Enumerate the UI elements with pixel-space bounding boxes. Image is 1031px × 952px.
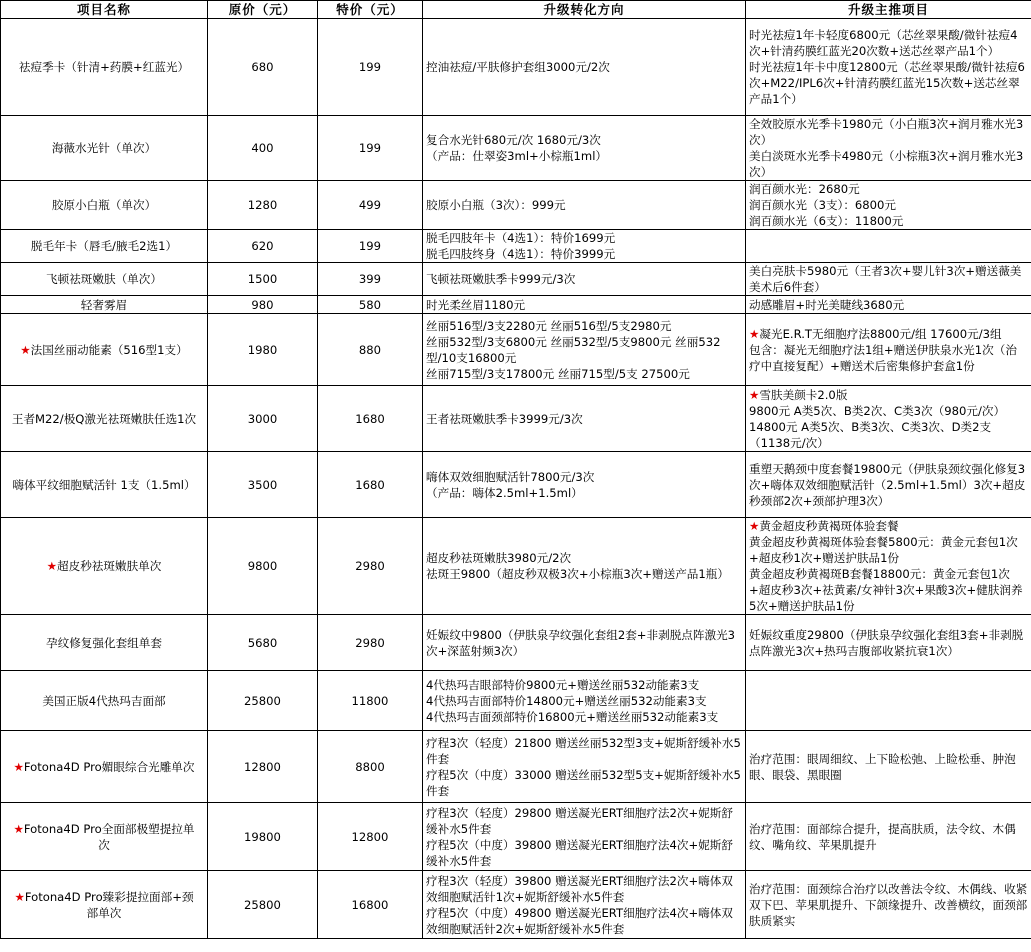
- cell-line: 疗程3次（轻度）39800 赠送凝光ERT细胞疗法2次+嗨体双效细胞赋活针1次+妮斯舒缓补水5件套: [426, 873, 733, 904]
- original-price-cell: 25800: [208, 871, 318, 939]
- cell-line: 4代热玛吉面颈部特价16800元+赠送丝丽532动能素3支: [426, 709, 719, 724]
- special-price-cell: 2980: [318, 615, 423, 671]
- original-price-cell: 9800: [208, 518, 318, 615]
- cell-line: 4代热玛吉眼部特价9800元+赠送丝丽532动能素3支: [426, 677, 700, 692]
- cell-line: 脱毛四肢终身（4选1）：特价3999元: [426, 247, 616, 261]
- project-name: Fotona4D Pro全面部极塑提拉单次: [23, 821, 195, 852]
- original-price-cell: 1280: [208, 181, 318, 230]
- table-row: [1, 871, 1031, 939]
- main-project-cell: [746, 263, 1031, 296]
- project-name-cell: [1, 19, 208, 116]
- original-price-cell: 19800: [208, 803, 318, 871]
- cell-line: 疗程5次（中度）49800 赠送凝光ERT细胞疗法4次+嗨体双效细胞赋活针2次+妮斯舒缓补水5件套: [426, 905, 733, 936]
- special-price-cell: 2980: [318, 518, 423, 615]
- cell-line: 重塑天鹅颈中度套餐19800元（伊肤泉颈纹强化修复3次+嗨体双效细胞赋活针（2.5ml+1.5ml）3次+超皮秒颈部2次+颈部护理3次）: [749, 461, 1026, 508]
- cell-line: 丝丽516型/3支2280元 丝丽516型/5支2980元: [426, 318, 672, 333]
- main-project-cell: [746, 230, 1031, 263]
- project-name-cell: [1, 731, 208, 803]
- table-row: [1, 314, 1031, 386]
- header-row: [1, 1, 1031, 19]
- original-price-cell: 620: [208, 230, 318, 263]
- original-price-cell: 1500: [208, 263, 318, 296]
- header-upgrade-direction: 升级转化方向: [423, 1, 746, 19]
- original-price-cell: 3500: [208, 452, 318, 518]
- cell-line: 时光柔丝眉1180元: [426, 297, 526, 312]
- cell-line: 妊娠纹中9800（伊肤泉孕纹强化套组2套+非剥脱点阵激光3次+深蓝射频3次）: [426, 627, 736, 658]
- upgrade-direction-cell: [423, 263, 746, 296]
- upgrade-direction-cell: [423, 314, 746, 386]
- cell-line: 嗨体双效细胞赋活针7800元/3次: [426, 469, 595, 484]
- project-name: 胶原小白瓶（单次）: [51, 198, 157, 212]
- cell-line: 时光祛痘1年卡中度12800元（芯丝翠果酸/微针祛痘6次+M22/IPL6次+针清药膜红蓝光15次数+送芯丝翠产品1个）: [749, 60, 1025, 106]
- main-project-cell: [746, 452, 1031, 518]
- original-price-cell: 3000: [208, 386, 318, 452]
- cell-line: 治疗范围：面颈综合治疗以改善法令纹、木偶线、收紧双下巴、苹果肌提升、下颌缘提升、改善横纹，面颈部肤质紧实: [749, 881, 1028, 928]
- original-price-cell: 5680: [208, 615, 318, 671]
- cell-line: 14800元 A类5次、B类3次、C类3次、D类2支（1138元/次）: [749, 419, 992, 450]
- upgrade-direction-cell: [423, 230, 746, 263]
- special-price-cell: 11800: [318, 671, 423, 731]
- special-price-cell: 580: [318, 296, 423, 314]
- upgrade-direction-cell: [423, 803, 746, 871]
- project-name-cell: [1, 230, 208, 263]
- upgrade-direction-cell: [423, 296, 746, 314]
- table-row: [1, 296, 1031, 314]
- project-name-cell: [1, 314, 208, 386]
- special-price-cell: 399: [318, 263, 423, 296]
- cell-line: 胶原小白瓶（3次）：999元: [426, 198, 566, 212]
- table-row: [1, 181, 1031, 230]
- star-icon: ★: [14, 889, 25, 904]
- table-row: [1, 230, 1031, 263]
- table-row: [1, 615, 1031, 671]
- project-name-cell: [1, 615, 208, 671]
- cell-line: 动感雕眉+时光美睫线3680元: [749, 297, 905, 312]
- cell-line: 润百颜水光（6支）：11800元: [749, 214, 904, 228]
- upgrade-direction-cell: [423, 871, 746, 939]
- upgrade-direction-cell: [423, 116, 746, 181]
- main-project-cell: [746, 386, 1031, 452]
- cell-line: ★黄金超皮秒黄褐斑体验套餐: [749, 519, 899, 533]
- cell-line: （产品：仕翠姿3ml+小棕瓶1ml）: [426, 149, 608, 163]
- original-price-cell: 400: [208, 116, 318, 181]
- upgrade-direction-cell: [423, 518, 746, 615]
- special-price-cell: 499: [318, 181, 423, 230]
- star-icon: ★: [46, 559, 58, 573]
- cell-line: 疗程5次（中度）39800 赠送凝光ERT细胞疗法4次+妮斯舒缓补水5件套: [426, 837, 733, 868]
- special-price-cell: 8800: [318, 731, 423, 803]
- star-icon: ★: [749, 519, 760, 533]
- table-row: [1, 671, 1031, 731]
- cell-line: 时光祛痘1年卡轻度6800元（芯丝翠果酸/微针祛痘4次+针清药膜红蓝光20次数+送芯丝翠产品1个）: [749, 28, 1018, 58]
- cell-line: 治疗范围：面部综合提升，提高肤质，法令纹、木偶纹、嘴角纹、苹果肌提升: [749, 821, 1016, 852]
- project-name: 脱毛年卡（唇毛/腋毛2选1）: [30, 239, 178, 253]
- upgrade-direction-cell: [423, 671, 746, 731]
- project-name-cell: [1, 671, 208, 731]
- project-name: 王者M22/极Q激光祛斑嫩肤任选1次: [11, 411, 197, 426]
- cell-line: 控油祛痘/平肤修护套组3000元/2次: [426, 60, 610, 74]
- header-special-price: 特价（元）: [318, 1, 423, 19]
- cell-line: 9800元 A类5次、B类2次、C类3次（980元/次）: [749, 403, 1006, 418]
- special-price-cell: 880: [318, 314, 423, 386]
- project-name-cell: [1, 296, 208, 314]
- cell-line: 4代热玛吉面部特价14800元+赠送丝丽532动能素3支: [426, 693, 707, 708]
- special-price-cell: 12800: [318, 803, 423, 871]
- project-name-cell: [1, 181, 208, 230]
- table-row: [1, 803, 1031, 871]
- project-name: 法国丝丽动能素（516型1支）: [30, 342, 188, 357]
- project-name-cell: [1, 386, 208, 452]
- project-name-cell: [1, 116, 208, 181]
- cell-line: 润百颜水光：2680元: [749, 182, 860, 196]
- project-name: Fotona4D Pro臻彩提拉面部+颈部单次: [24, 889, 194, 920]
- star-icon: ★: [749, 326, 760, 341]
- cell-line: （产品：嗨体2.5ml+1.5ml）: [426, 485, 583, 500]
- cell-line: 包含：凝光无细胞疗法1组+赠送伊肤泉水光1次（治疗中直接复配）+赠送术后密集修护套盒1份: [749, 342, 1017, 373]
- main-project-cell: [746, 181, 1031, 230]
- main-project-cell: [746, 803, 1031, 871]
- project-name-cell: [1, 452, 208, 518]
- table-row: [1, 19, 1031, 116]
- header-main-project: 升级主推项目: [746, 1, 1031, 19]
- main-project-cell: [746, 314, 1031, 386]
- cell-line: 飞顿祛斑嫩肤季卡999元/3次: [426, 272, 576, 286]
- cell-line: ★凝光E.R.T无细胞疗法8800元/组 17600元/3组: [749, 326, 1002, 341]
- project-name: 超皮秒祛斑嫩肤单次: [57, 559, 162, 573]
- cell-line: 美白淡斑水光季卡4980元（小棕瓶3次+润月雅水光3次）: [749, 149, 1024, 179]
- project-name-cell: [1, 871, 208, 939]
- table-row: [1, 116, 1031, 181]
- project-name: 孕纹修复强化套组单套: [46, 635, 162, 650]
- project-name: 飞顿祛斑嫩肤（单次）: [46, 272, 162, 286]
- upgrade-direction-cell: [423, 19, 746, 116]
- cell-line: 丝丽532型/3支6800元 丝丽532型/5支9800元 丝丽532型/10支16800元: [426, 334, 721, 365]
- original-price-cell: 680: [208, 19, 318, 116]
- project-name-cell: [1, 263, 208, 296]
- cell-line: 美白亮肤卡5980元（王者3次+婴儿针3次+赠送薇美美术后6件套）: [749, 264, 1022, 294]
- project-name-cell: [1, 518, 208, 615]
- cell-line: 疗程5次（中度）33000 赠送丝丽532型5支+妮斯舒缓补水5件套: [426, 767, 741, 798]
- cell-line: 润百颜水光（3支）：6800元: [749, 198, 897, 212]
- cell-line: 超皮秒祛斑嫩肤3980元/2次: [426, 551, 572, 565]
- cell-line: 祛斑王9800（超皮秒双极3次+小棕瓶3次+赠送产品1瓶）: [426, 567, 729, 581]
- original-price-cell: 980: [208, 296, 318, 314]
- table-row: [1, 518, 1031, 615]
- special-price-cell: 1680: [318, 452, 423, 518]
- project-name: 轻奢雾眉: [80, 297, 128, 312]
- special-price-cell: 199: [318, 19, 423, 116]
- project-name: 美国正版4代热玛吉面部: [42, 693, 166, 708]
- special-price-cell: 199: [318, 230, 423, 263]
- header-original-price: 原价（元）: [208, 1, 318, 19]
- cell-line: ★雪肤美颜卡2.0版: [749, 387, 848, 402]
- main-project-cell: [746, 871, 1031, 939]
- cell-line: 王者祛斑嫩肤季卡3999元/3次: [426, 411, 583, 426]
- table-body: [1, 19, 1031, 939]
- upgrade-direction-cell: [423, 181, 746, 230]
- header-name: 项目名称: [1, 1, 208, 19]
- table-row: [1, 452, 1031, 518]
- main-project-cell: [746, 671, 1031, 731]
- star-icon: ★: [20, 342, 31, 357]
- original-price-cell: 25800: [208, 671, 318, 731]
- table-row: [1, 263, 1031, 296]
- cell-line: 黄金超皮秒黄褐斑体验套餐5800元：黄金元套包1次+超皮秒1次+赠送护肤品1份: [749, 535, 1018, 565]
- table-row: [1, 731, 1031, 803]
- star-icon: ★: [749, 387, 760, 402]
- project-name: 祛痘季卡（针清+药膜+红蓝光）: [18, 60, 190, 74]
- cell-line: 黄金超皮秒黄褐斑B套餐18800元：黄金元套包1次+超皮秒3次+祛黄素/女神针3次+果酸3次+健肤润养5次+赠送护肤品1份: [749, 567, 1023, 613]
- project-name: 海薇水光针（单次）: [51, 141, 157, 155]
- project-name: 嗨体平纹细胞赋活针 1支（1.5ml）: [12, 477, 196, 492]
- project-name-cell: [1, 803, 208, 871]
- cell-line: 丝丽715型/3支17800元 丝丽715型/5支 27500元: [426, 366, 690, 381]
- main-project-cell: [746, 19, 1031, 116]
- original-price-cell: 12800: [208, 731, 318, 803]
- cell-line: 复合水光针680元/次 1680元/3次: [426, 133, 601, 147]
- main-project-cell: [746, 615, 1031, 671]
- project-name: Fotona4D Pro媚眼综合光雕单次: [23, 759, 195, 774]
- cell-line: 脱毛四肢年卡（4选1）：特价1699元: [426, 231, 616, 245]
- main-project-cell: [746, 518, 1031, 615]
- star-icon: ★: [13, 759, 24, 774]
- cell-line: 全效胶原水光季卡1980元（小白瓶3次+润月雅水光3次）: [749, 117, 1024, 147]
- upgrade-direction-cell: [423, 452, 746, 518]
- cell-line: 妊娠纹重度29800（伊肤泉孕纹强化套组3套+非剥脱点阵激光3次+热玛吉腹部收紧抗衰1次）: [749, 627, 1024, 658]
- main-project-cell: [746, 296, 1031, 314]
- cell-line: 疗程3次（轻度）21800 赠送丝丽532型3支+妮斯舒缓补水5件套: [426, 735, 741, 766]
- cell-line: 治疗范围：眼周细纹、上下睑松弛、上睑松垂、肿泡眼、眼袋、黑眼圈: [749, 751, 1016, 782]
- star-icon: ★: [13, 821, 24, 836]
- table-row: [1, 386, 1031, 452]
- upgrade-direction-cell: [423, 386, 746, 452]
- special-price-cell: 1680: [318, 386, 423, 452]
- original-price-cell: 1980: [208, 314, 318, 386]
- main-project-cell: [746, 731, 1031, 803]
- special-price-cell: 16800: [318, 871, 423, 939]
- cell-line: 疗程3次（轻度）29800 赠送凝光ERT细胞疗法2次+妮斯舒缓补水5件套: [426, 805, 733, 836]
- upgrade-direction-cell: [423, 731, 746, 803]
- main-project-cell: [746, 116, 1031, 181]
- special-price-cell: 199: [318, 116, 423, 181]
- upgrade-direction-cell: [423, 615, 746, 671]
